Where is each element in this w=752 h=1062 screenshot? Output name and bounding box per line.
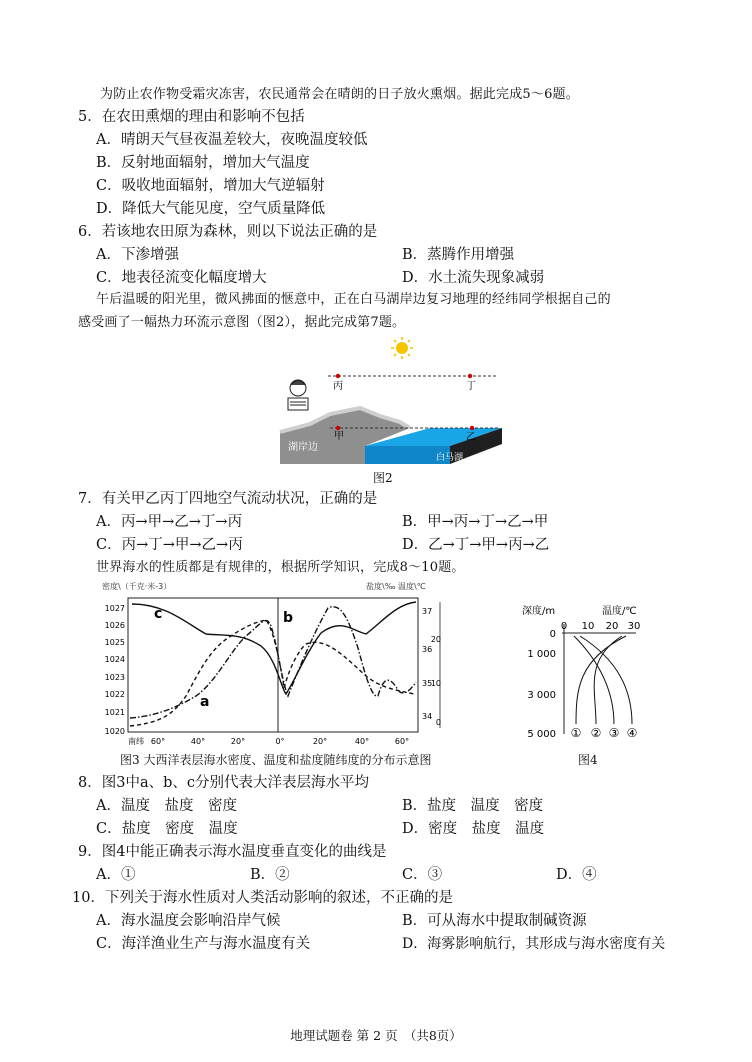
question-5-option-c: C．吸收地面辐射，增加大气逆辐射: [96, 178, 325, 194]
svg-text:②: ②: [590, 726, 602, 740]
question-7-stem: 7．有关甲乙丙丁四地空气流动状况，正确的是: [78, 491, 378, 507]
svg-text:0: 0: [560, 621, 568, 632]
svg-text:40°: 40°: [190, 737, 206, 746]
svg-text:60°: 60°: [394, 737, 410, 746]
question-8-option-d: D．密度 盐度 温度: [402, 821, 545, 837]
fig3-right-axis-title: 盐度\‰ 温度\℃: [366, 582, 426, 591]
page-footer: 地理试题卷 第 2 页 （共8页）: [290, 1028, 462, 1043]
point-bing: [336, 374, 340, 378]
label-yi: 乙: [466, 432, 476, 443]
question-9-stem: 9．图4中能正确表示海水温度垂直变化的曲线是: [78, 844, 387, 860]
fig4-depth-title: 深度/m: [522, 606, 556, 617]
fig4-temp-title: 温度/℃: [602, 606, 637, 617]
svg-text:5 000: 5 000: [527, 729, 556, 740]
svg-text:1020: 1020: [104, 727, 125, 736]
fig4-curve-labels: [571, 726, 638, 740]
question-10-option-b: B．可从海水中提取制碱资源: [402, 913, 587, 929]
svg-text:1025: 1025: [104, 638, 125, 647]
fig3-temp-ticks: [431, 635, 441, 727]
student-figure: [288, 380, 308, 410]
svg-text:南纬: 南纬: [128, 737, 144, 746]
question-9-option-d: D．④: [556, 867, 597, 883]
point-jia: [336, 426, 340, 430]
question-10-stem: 10．下列关于海水性质对人类活动影响的叙述，不正确的是: [72, 890, 453, 906]
question-6-option-d: D．水土流失现象减弱: [402, 270, 545, 286]
label-c: c: [154, 606, 163, 622]
svg-text:10: 10: [581, 621, 595, 632]
svg-text:35: 35: [422, 679, 433, 688]
point-ding: [468, 374, 472, 378]
label-ding: 丁: [466, 381, 476, 392]
question-8-option-a: A．温度 盐度 密度: [96, 798, 237, 814]
svg-text:60°: 60°: [150, 737, 166, 746]
question-6-stem: 6．若该地农田原为森林，则以下说法正确的是: [78, 224, 378, 240]
svg-text:1024: 1024: [104, 655, 125, 664]
question-10-option-c: C．海洋渔业生产与海水温度有关: [96, 936, 311, 952]
fig3-left-axis-title: 密度\（千克·米-3）: [102, 582, 172, 591]
svg-text:0: 0: [549, 629, 556, 640]
question-7-option-b: B．甲→丙→丁→乙→甲: [402, 514, 549, 530]
question-5-stem: 5．在农田熏烟的理由和影响不包括: [78, 109, 305, 125]
intro-text-2a: 午后温暖的阳光里，微风拂面的惬意中，正在白马湖岸边复习地理的经纬同学根据自己的: [96, 292, 611, 307]
figure-3-atlantic-chart: [96, 578, 442, 748]
svg-text:40°: 40°: [354, 737, 370, 746]
intro-text-1: 为防止农作物受霜灾冻害，农民通常会在晴朗的日子放火熏烟。据此完成5～6题。: [100, 87, 579, 102]
fig3-x-ticks: [128, 736, 409, 746]
label-lake: 白马湖: [436, 453, 464, 463]
svg-text:20°: 20°: [230, 737, 246, 746]
curve-a-dashed: [130, 620, 414, 726]
figure-2-thermal-circulation: [270, 336, 510, 468]
fig4-temp-ticks: [561, 621, 641, 632]
label-b: b: [283, 610, 294, 626]
svg-text:20: 20: [605, 621, 619, 632]
question-5-option-d: D．降低大气能见度，空气质量降低: [96, 201, 326, 217]
svg-text:30: 30: [627, 621, 641, 632]
question-9-option-a: A．①: [96, 867, 136, 883]
question-8-option-c: C．盐度 密度 温度: [96, 821, 238, 837]
svg-text:1 000: 1 000: [527, 649, 556, 660]
question-10-option-a: A．海水温度会影响沿岸气候: [96, 913, 281, 929]
svg-text:20°: 20°: [312, 737, 328, 746]
question-8-stem: 8．图3中a、b、c分别代表大洋表层海水平均: [78, 775, 369, 791]
svg-text:20: 20: [430, 635, 441, 644]
figure-4-caption: 图4: [578, 753, 598, 767]
fig3-salinity-ticks: [422, 607, 432, 721]
label-jia: 甲: [334, 431, 344, 442]
question-7-option-a: A．丙→甲→乙→丁→丙: [96, 514, 243, 530]
curve-c-solid: [132, 602, 416, 694]
question-5-option-a: A．晴朗天气昼夜温差较大，夜晚温度较低: [96, 132, 368, 148]
intro-text-3: 世界海水的性质都是有规律的，根据所学知识，完成8～10题。: [96, 560, 465, 575]
figure-3-caption: 图3 大西洋表层海水密度、温度和盐度随纬度的分布示意图: [120, 753, 432, 767]
svg-text:37: 37: [422, 607, 433, 616]
question-6-option-c: C．地表径流变化幅度增大: [96, 270, 267, 286]
figure-2-caption: 图2: [373, 471, 393, 485]
question-9-option-b: B．②: [250, 867, 290, 883]
question-7-option-c: C．丙→丁→甲→乙→丙: [96, 537, 243, 553]
question-6-option-a: A．下渗增强: [96, 247, 179, 263]
question-5-option-b: B．反射地面辐射，增加大气温度: [96, 155, 310, 171]
question-6-option-b: B．蒸腾作用增强: [402, 247, 515, 263]
question-8-option-b: B．盐度 温度 密度: [402, 798, 544, 814]
intro-text-2b: 感受画了一幅热力环流示意图（图2），据此完成第7题。: [78, 315, 406, 330]
svg-text:1023: 1023: [104, 673, 125, 682]
question-10-option-d: D．海雾影响航行，其形成与海水密度有关: [402, 936, 666, 952]
svg-text:10: 10: [430, 679, 441, 688]
svg-text:④: ④: [626, 726, 638, 740]
label-shore: 湖岸边: [288, 442, 318, 453]
fig4-curve-1: [576, 636, 626, 724]
figure-4-temperature-depth: [518, 600, 658, 746]
svg-text:3 000: 3 000: [527, 690, 556, 701]
label-a: a: [200, 694, 210, 710]
fig4-depth-ticks: [527, 629, 556, 740]
point-yi: [470, 426, 474, 430]
question-7-option-d: D．乙→丁→甲→丙→乙: [402, 537, 550, 553]
svg-text:1021: 1021: [104, 708, 125, 717]
svg-text:36: 36: [422, 645, 433, 654]
svg-text:1027: 1027: [104, 604, 125, 613]
svg-text:①: ①: [570, 726, 582, 740]
svg-text:0°: 0°: [275, 737, 285, 746]
sun-icon: [391, 337, 413, 359]
svg-text:1026: 1026: [104, 621, 125, 630]
svg-text:0: 0: [435, 718, 441, 727]
question-9-option-c: C．③: [402, 867, 443, 883]
fig3-left-ticks: [105, 604, 125, 736]
svg-text:③: ③: [608, 726, 620, 740]
label-bing: 丙: [333, 381, 343, 392]
svg-text:34: 34: [422, 712, 433, 721]
svg-text:1022: 1022: [104, 690, 125, 699]
